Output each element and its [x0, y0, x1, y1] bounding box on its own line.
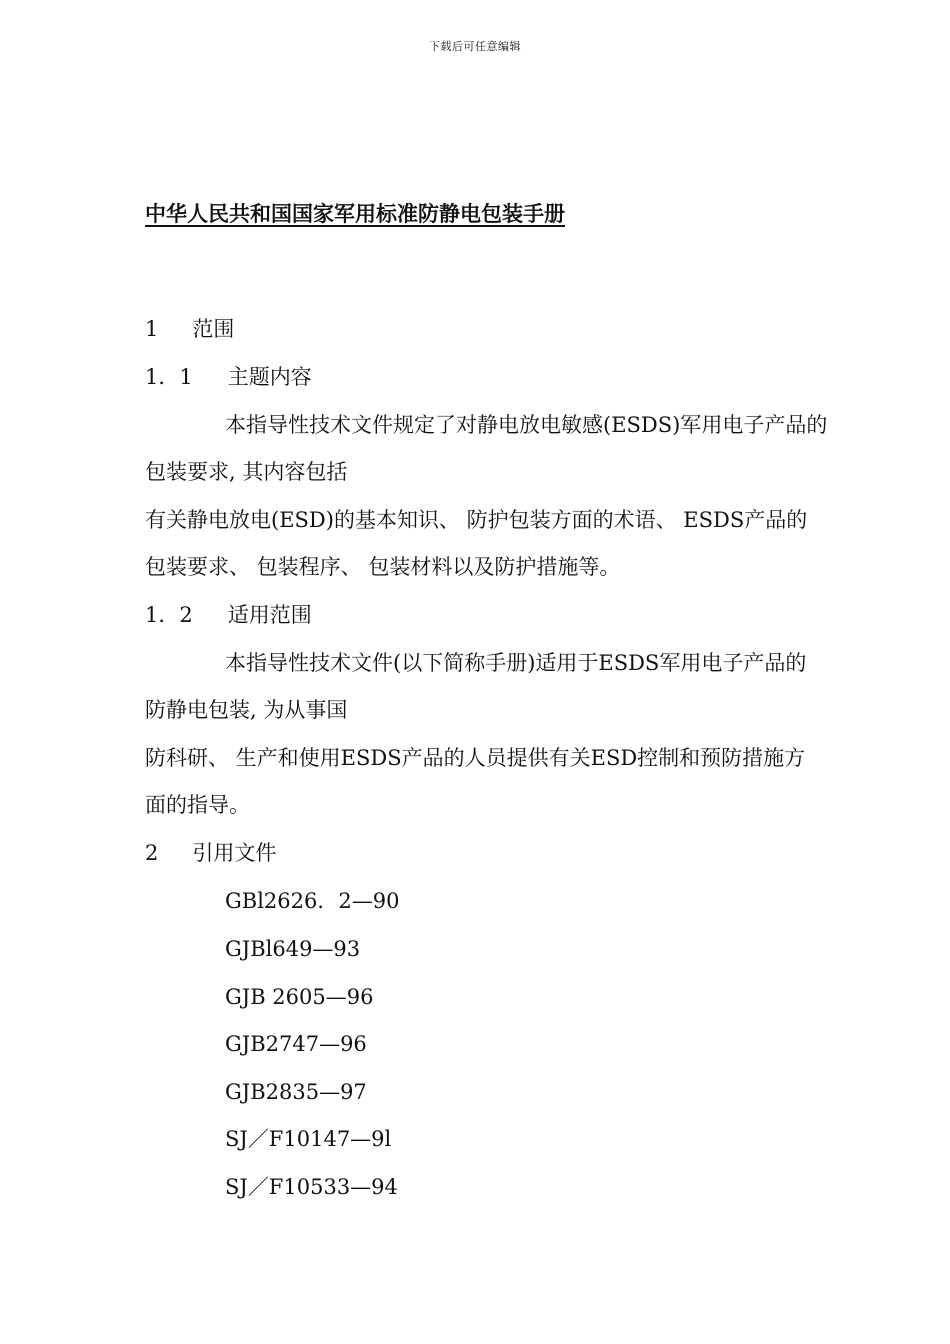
section-label: 主题内容 [227, 365, 312, 389]
section-number: 1．1 [145, 365, 193, 389]
section-label: 范围 [192, 317, 235, 341]
paragraph-line: 有关静电放电(ESD)的基本知识、 防护包装方面的术语、 ESDS产品的 [145, 508, 808, 532]
reference-item: SJ／F10147—9l [225, 1127, 392, 1151]
reference-item: GJB2747—96 [225, 1032, 367, 1056]
section-number: 1 [145, 317, 159, 341]
section-1-1-heading [145, 362, 312, 392]
reference-item: GJBl649—93 [225, 937, 361, 961]
section-label: 引用文件 [192, 841, 277, 865]
reference-item: GBl2626．2—90 [225, 889, 400, 913]
paragraph-line: 防静电包装, 为从事国 [145, 698, 348, 722]
paragraph-line: 本指导性技术文件规定了对静电放电敏感(ESDS)军用电子产品的 [225, 413, 828, 437]
reference-item: SJ／F10533—94 [225, 1175, 398, 1199]
paragraph-line: 包装要求, 其内容包括 [145, 460, 348, 484]
section-number: 1．2 [145, 603, 193, 627]
paragraph-line: 防科研、 生产和使用ESDS产品的人员提供有关ESD控制和预防措施方 [145, 746, 806, 770]
reference-item: GJB 2605—96 [225, 985, 374, 1009]
paragraph-line: 包装要求、 包装程序、 包装材料以及防护措施等。 [145, 555, 621, 579]
paragraph-line: 面的指导。 [145, 793, 250, 817]
section-label: 适用范围 [227, 603, 312, 627]
paragraph-line: 本指导性技术文件(以下简称手册)适用于ESDS军用电子产品的 [225, 651, 807, 675]
section-1-2-heading [145, 600, 312, 630]
section-2-heading [145, 838, 276, 868]
header-note: 下载后可任意编辑 [429, 40, 521, 53]
section-1-heading [145, 314, 234, 344]
document-title: 中华人民共和国国家军用标准防静电包装手册 [145, 202, 565, 226]
reference-item: GJB2835—97 [225, 1080, 367, 1104]
section-number: 2 [145, 841, 159, 865]
